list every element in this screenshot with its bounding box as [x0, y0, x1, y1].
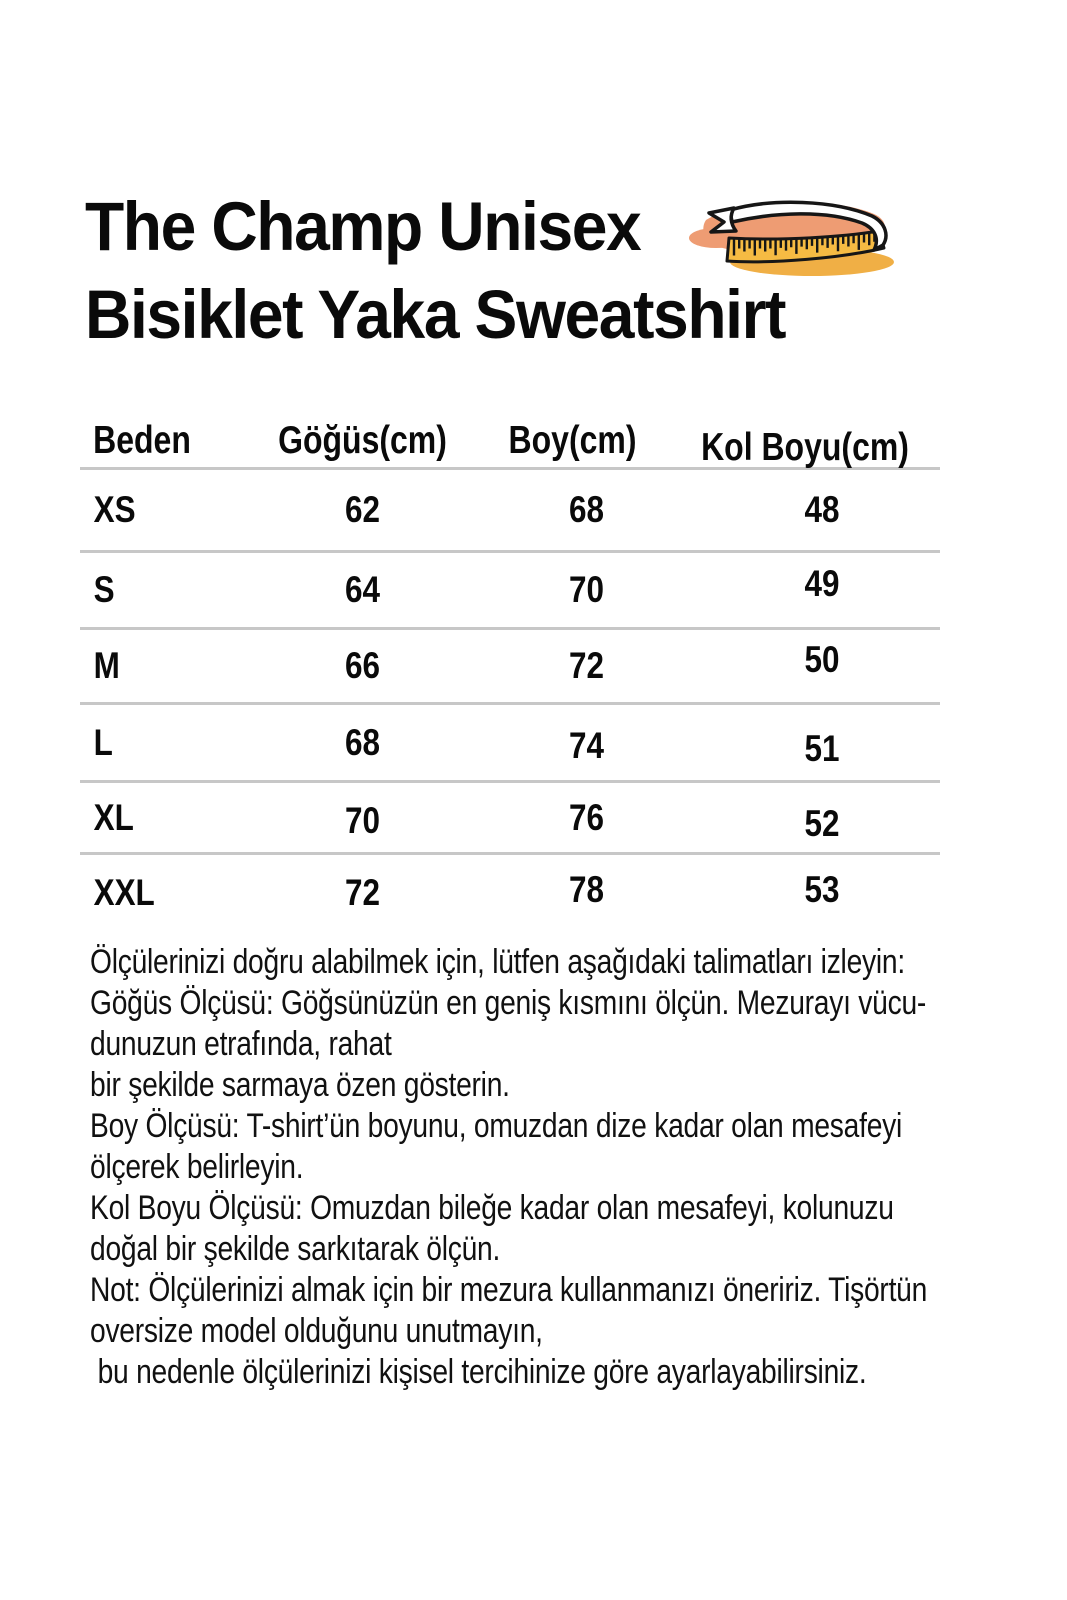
- instruction-line: Ölçülerinizi doğru alabilmek için, lütfen aşağıdaki talimatları izleyin:: [90, 943, 905, 981]
- sleeve-cell: 50: [804, 639, 840, 680]
- size-cell: S: [93, 569, 115, 610]
- chest-cell: 70: [345, 799, 380, 841]
- chest-cell: 62: [345, 489, 380, 530]
- length-cell: 76: [569, 796, 604, 838]
- sleeve-cell: 51: [804, 727, 840, 769]
- instruction-line: Göğüs Ölçüsü: Göğsünüzün en geniş kısmını ölçün. Mezurayı vücu-: [90, 984, 927, 1022]
- size-cell: M: [93, 645, 120, 686]
- table-row-xxl: [80, 855, 940, 930]
- size-cell: L: [93, 721, 113, 763]
- chest-cell: 68: [345, 721, 380, 763]
- table-row-xs: [80, 470, 940, 550]
- product-title-line2: Bisiklet Yaka Sweatshirt: [85, 276, 786, 353]
- product-title-line1: The Champ Unisex: [85, 188, 641, 265]
- size-cell: XL: [93, 796, 134, 838]
- size-table-header: [80, 414, 940, 467]
- sleeve-cell: 48: [804, 489, 840, 530]
- measurement-instructions: [90, 942, 1067, 1393]
- instruction-line: oversize model olduğunu unutmayın,: [90, 1312, 543, 1350]
- sleeve-cell: 53: [804, 868, 840, 910]
- sleeve-cell: 52: [804, 802, 840, 844]
- table-row-l: [80, 705, 940, 780]
- length-cell: 74: [569, 724, 604, 766]
- table-row-m: [80, 630, 940, 702]
- col-header-length: Boy(cm): [508, 418, 637, 462]
- instruction-line: dunuzun etrafında, rahat: [90, 1025, 392, 1063]
- sleeve-cell: 49: [804, 563, 840, 604]
- instruction-line: Boy Ölçüsü: T-shirt’ün boyunu, omuzdan dize kadar olan mesafeyi: [90, 1107, 903, 1145]
- col-header-size: Beden: [93, 418, 191, 462]
- instruction-line: Kol Boyu Ölçüsü: Omuzdan bileğe kadar olan mesafeyi, kolunuzu: [90, 1189, 894, 1227]
- size-table: [80, 414, 940, 930]
- table-row-s: [80, 553, 940, 627]
- chest-cell: 64: [345, 569, 380, 610]
- length-cell: 72: [569, 645, 604, 686]
- instruction-line: ölçerek belirleyin.: [90, 1148, 304, 1186]
- size-cell: XS: [93, 489, 136, 530]
- length-cell: 68: [569, 489, 604, 530]
- instruction-line: doğal bir şekilde sarkıtarak ölçün.: [90, 1230, 501, 1268]
- instruction-line: bir şekilde sarmaya özen gösterin.: [90, 1066, 510, 1104]
- instruction-line: bu nedenle ölçülerinizi kişisel tercihinize göre ayarlayabilirsiniz.: [90, 1353, 867, 1391]
- table-row-xl: [80, 783, 940, 852]
- instruction-line: Not: Ölçülerinizi almak için bir mezura kullanmanızı öneririz. Tişörtün: [90, 1271, 928, 1309]
- length-cell: 70: [569, 569, 604, 610]
- chest-cell: 66: [345, 645, 380, 686]
- col-header-sleeve: Kol Boyu(cm): [701, 425, 909, 469]
- chest-cell: 72: [345, 871, 380, 913]
- length-cell: 78: [569, 868, 604, 910]
- tape-measure-icon: [672, 186, 912, 296]
- size-cell: XXL: [93, 871, 155, 913]
- col-header-chest: Göğüs(cm): [278, 418, 447, 462]
